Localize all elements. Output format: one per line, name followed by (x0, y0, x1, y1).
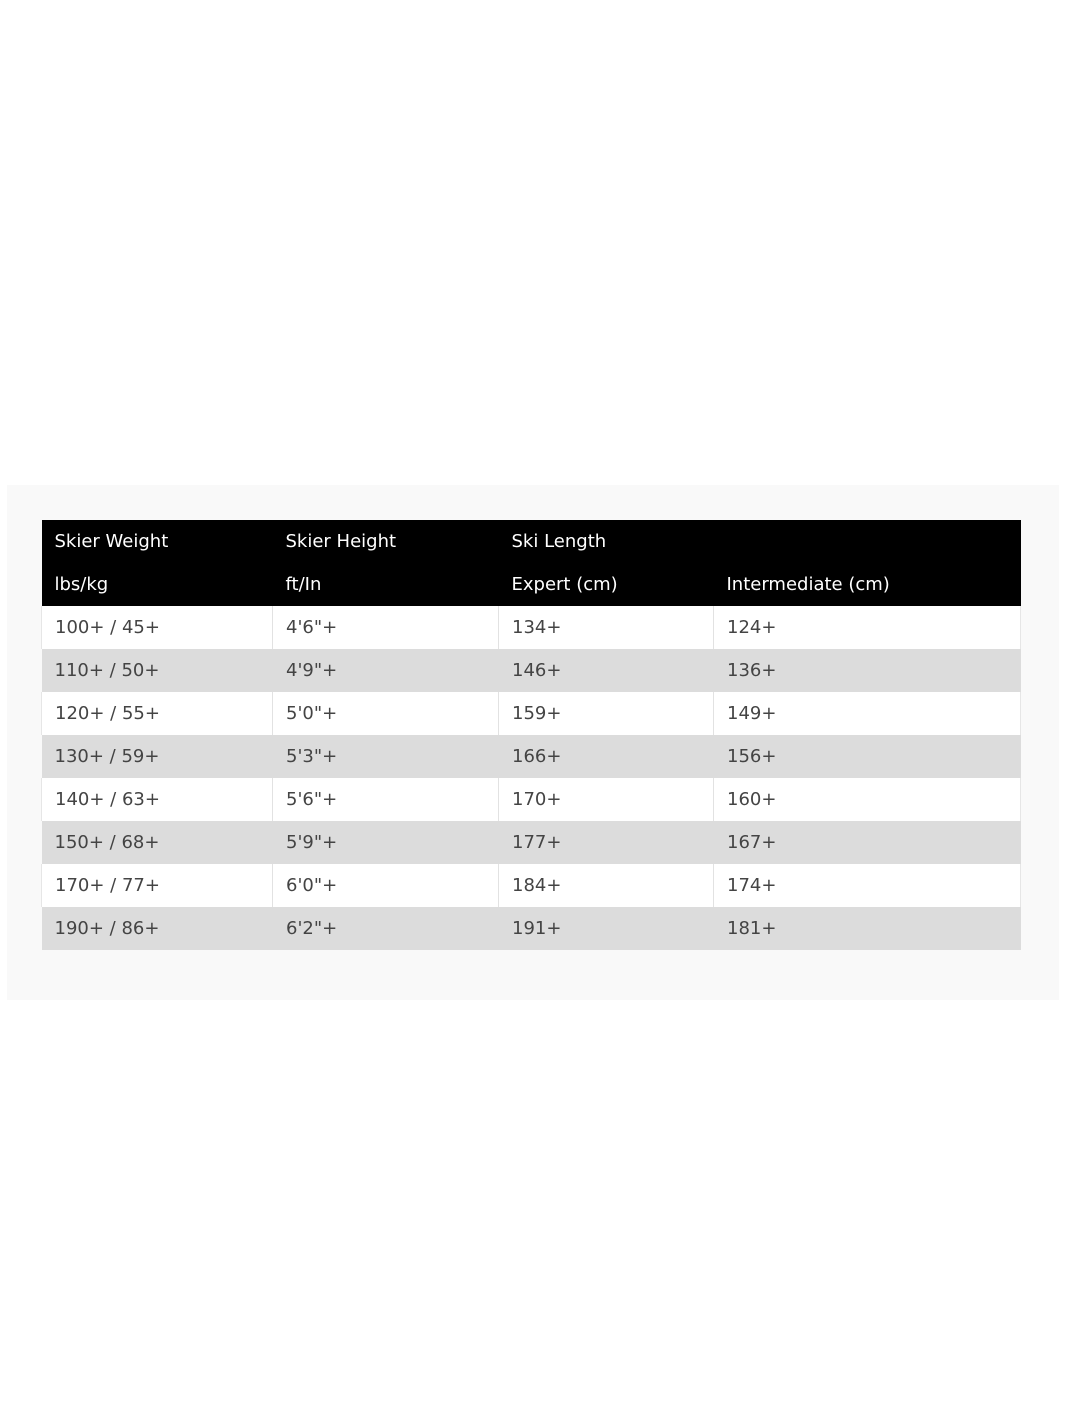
cell-height: 4'6"+ (273, 606, 499, 649)
cell-weight: 110+ / 50+ (42, 649, 273, 692)
cell-expert: 191+ (499, 907, 714, 950)
table-row (42, 692, 1021, 735)
cell-expert: 177+ (499, 821, 714, 864)
table-row (42, 821, 1021, 864)
header-ski-length: Ski Length (499, 520, 714, 563)
header-intermediate: Intermediate (cm) (714, 563, 1021, 606)
cell-intermediate: 156+ (714, 735, 1021, 778)
cell-intermediate: 167+ (714, 821, 1021, 864)
cell-weight: 150+ / 68+ (42, 821, 273, 864)
table-row (42, 907, 1021, 950)
cell-expert: 166+ (499, 735, 714, 778)
cell-expert: 134+ (499, 606, 714, 649)
cell-height: 5'3"+ (273, 735, 499, 778)
cell-expert: 184+ (499, 864, 714, 907)
cell-weight: 100+ / 45+ (42, 606, 273, 649)
table-row (42, 606, 1021, 649)
header-unit-height: ft/In (273, 563, 499, 606)
cell-weight: 140+ / 63+ (42, 778, 273, 821)
header-expert: Expert (cm) (499, 563, 714, 606)
cell-height: 5'6"+ (273, 778, 499, 821)
cell-weight: 130+ / 59+ (42, 735, 273, 778)
table-body (42, 606, 1021, 950)
cell-weight: 120+ / 55+ (42, 692, 273, 735)
cell-weight: 190+ / 86+ (42, 907, 273, 950)
cell-intermediate: 181+ (714, 907, 1021, 950)
table-row (42, 864, 1021, 907)
header-row-titles (42, 520, 1021, 563)
table-header (42, 520, 1021, 606)
cell-expert: 159+ (499, 692, 714, 735)
cell-expert: 170+ (499, 778, 714, 821)
cell-expert: 146+ (499, 649, 714, 692)
table-row (42, 649, 1021, 692)
cell-intermediate: 136+ (714, 649, 1021, 692)
cell-height: 6'2"+ (273, 907, 499, 950)
cell-height: 5'9"+ (273, 821, 499, 864)
cell-intermediate: 149+ (714, 692, 1021, 735)
table-row (42, 735, 1021, 778)
header-skier-weight: Skier Weight (42, 520, 273, 563)
header-empty (714, 520, 1021, 563)
header-unit-weight: lbs/kg (42, 563, 273, 606)
ski-size-chart-table (41, 520, 1021, 950)
cell-height: 5'0"+ (273, 692, 499, 735)
cell-height: 4'9"+ (273, 649, 499, 692)
cell-height: 6'0"+ (273, 864, 499, 907)
header-skier-height: Skier Height (273, 520, 499, 563)
cell-intermediate: 174+ (714, 864, 1021, 907)
cell-weight: 170+ / 77+ (42, 864, 273, 907)
cell-intermediate: 160+ (714, 778, 1021, 821)
header-row-units (42, 563, 1021, 606)
cell-intermediate: 124+ (714, 606, 1021, 649)
table-row (42, 778, 1021, 821)
